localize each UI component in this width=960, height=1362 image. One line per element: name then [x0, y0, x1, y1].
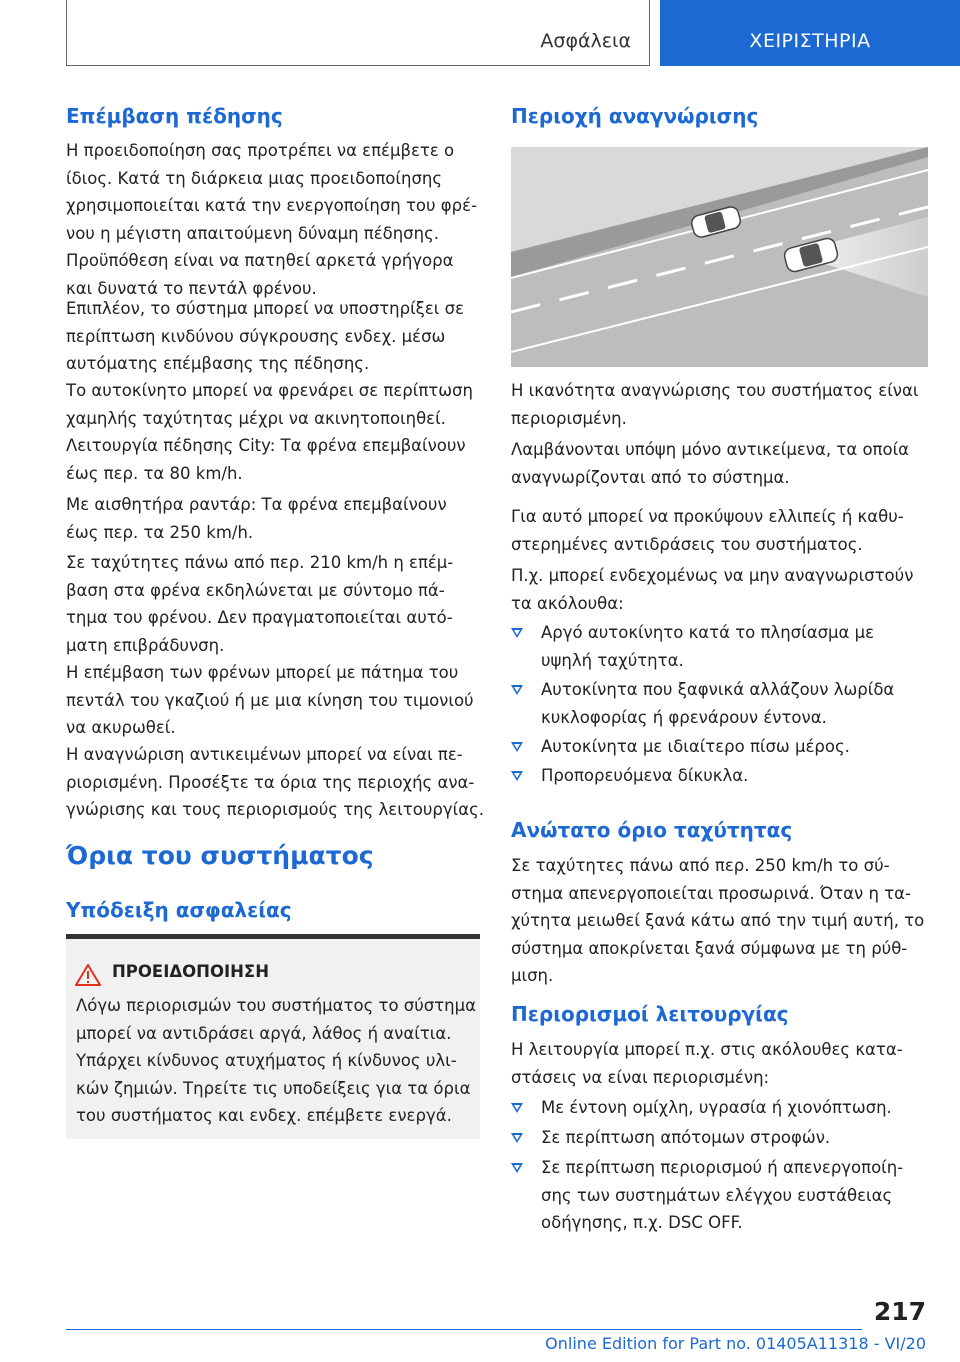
text-line: Η αναγνώριση αντικειμένων μπορεί να είναι πε‐	[66, 745, 463, 764]
bullet-triangle-icon	[511, 1103, 523, 1113]
footer-divider	[66, 1329, 862, 1330]
text-line: μιση.	[511, 966, 554, 985]
heading-safety-note: Υπόδειξη ασφαλείας	[66, 898, 292, 922]
page-header	[66, 0, 960, 66]
warning-title: ΠΡΟΕΙΔΟΠΟΙΗΣΗ	[112, 962, 269, 981]
text-line: Αργό αυτοκίνητο κατά το πλησίασμα με	[541, 623, 875, 642]
text-line: Σε περίπτωση απότομων στροφών.	[541, 1128, 831, 1147]
text-line: νου η μέγιστη απαιτούμενη δύναμη πέδησης.	[66, 223, 440, 243]
text-line: χαμηλής ταχύτητας μέχρι να ακινητοποιηθεί.	[66, 408, 446, 428]
paragraph-range-1	[511, 377, 918, 432]
heading-brake-intervention: Επέμβαση πέδησης	[66, 104, 283, 128]
text-line: Προϋπόθεση είναι να πατηθεί αρκετά γρήγορα	[66, 251, 454, 270]
text-line: να ακυρωθεί.	[66, 718, 176, 737]
paragraph-range-3	[511, 503, 904, 558]
text-line: Προπορευόμενα δίκυκλα.	[541, 766, 749, 785]
text-line: τα ακόλουθα:	[511, 593, 624, 613]
paragraph-functional	[511, 1036, 903, 1091]
text-line: Π.χ. μπορεί ενδεχομένως να μην αναγνωριστούν	[511, 566, 914, 585]
text-line: Σε περίπτωση περιορισμού ή απενεργοποίη‐	[541, 1158, 904, 1177]
text-line: έως περ. τα 80 km/h.	[66, 463, 243, 483]
text-line: υψηλή ταχύτητα.	[541, 650, 684, 670]
text-line: κών ζημιών. Τηρείτε τις υποδείξεις για τα όρια	[76, 1078, 471, 1098]
section-title: Ασφάλεια	[540, 30, 631, 52]
header-section	[66, 0, 650, 66]
text-line: ίδιος. Κατά τη διάρκεια μιας προειδοποίησης	[66, 168, 443, 188]
text-line: Η ικανότητα αναγνώρισης του συστήματος είναι	[511, 381, 919, 400]
text-line: βαση στα φρένα εκδηλώνεται με σύντομο πά‐	[66, 580, 445, 600]
page-number: 217	[873, 1297, 926, 1326]
paragraph-brake-3	[66, 377, 473, 432]
text-line: Η επέμβαση των φρένων μπορεί με πάτημα του	[66, 663, 459, 682]
paragraph-brake-city	[66, 432, 466, 487]
road-diagram	[511, 147, 928, 367]
text-line: Επιπλέον, το σύστημα μπορεί να υποστηρίξει σε	[66, 299, 464, 318]
detection-range-illustration	[511, 147, 928, 367]
text-line: Για αυτό μπορεί να προκύψουν ελλιπείς ή καθυ‐	[511, 507, 904, 526]
text-line: Σε ταχύτητες πάνω από περ. 210 km/h η επέμ‐	[66, 553, 454, 572]
text-line: στάσεις να είναι περιορισμένη:	[511, 1067, 770, 1087]
footer-edition: Online Edition for Part no. 01405A11318 - VI/20	[545, 1334, 926, 1353]
paragraph-radar	[66, 491, 447, 546]
text-line: Λειτουργία πέδησης City: Τα φρένα επεμβαίνουν	[66, 436, 466, 455]
bullet-triangle-icon	[511, 1133, 523, 1143]
text-line: ματη επιβράδυνση.	[66, 635, 225, 655]
text-line: στερημένες αντιδράσεις του συστήματος.	[511, 534, 863, 554]
paragraph-recognition-limits	[66, 741, 484, 824]
bullet-triangle-icon	[511, 628, 523, 638]
text-line: αναγνωρίζονται από το σύστημα.	[511, 467, 790, 487]
text-line: Το αυτοκίνητο μπορεί να φρενάρει σε περίπτωση	[66, 381, 473, 400]
text-line: μπορεί να αντιδράσει αργά, λάθος ή αναίτια.	[76, 1023, 452, 1043]
text-line: Με έντονη ομίχλη, υγρασία ή χιονόπτωση.	[541, 1098, 892, 1117]
paragraph-speed	[511, 852, 924, 990]
heading-speed-limit: Ανώτατο όριο ταχύτητας	[511, 818, 793, 842]
paragraph-range-2	[511, 436, 909, 491]
paragraph-brake-2	[66, 295, 464, 378]
paragraph-brake-1	[66, 137, 477, 302]
text-line: Αυτοκίνητα με ιδιαίτερο πίσω μέρος.	[541, 737, 850, 756]
text-line: χύτητα μειωθεί ξανά κάτω από την τιμή αυτή, το	[511, 911, 925, 930]
warning-triangle-icon	[75, 964, 101, 986]
text-line: ριορισμένη. Προσέξτε τα όρια της περιοχής ανα‐	[66, 772, 475, 792]
header-chapter-tab	[660, 0, 960, 66]
text-line: του συστήματος και ενδεχ. επέμβετε ενεργά.	[76, 1106, 452, 1125]
paragraph-range-4	[511, 562, 913, 617]
text-line: αυτόματης επέμβασης της πέδησης.	[66, 354, 370, 373]
heading-detection-range: Περιοχή αναγνώρισης	[511, 104, 759, 128]
text-line: Λόγω περιορισμών του συστήματος το σύστημα	[76, 996, 477, 1015]
heading-system-limits: Όρια του συστήματος	[66, 841, 374, 870]
chapter-title: ΧΕΙΡΙΣΤΗΡΙΑ	[749, 30, 871, 52]
text-line: σης των συστημάτων ελέγχου ευστάθειας	[541, 1185, 893, 1205]
text-line: σύστημα αποκρίνεται ξανά σύμφωνα με τη ρύθ‐	[511, 938, 908, 958]
text-line: πεντάλ του γκαζιού ή με μια κίνηση του τιμονιού	[66, 690, 474, 710]
text-line: γνώρισης και τους περιορισμούς της λειτουργίας.	[66, 800, 485, 819]
bullet-triangle-icon	[511, 742, 523, 752]
bullet-triangle-icon	[511, 771, 523, 781]
text-line: και δυνατά το πεντάλ φρένου.	[66, 278, 317, 298]
text-line: Υπάρχει κίνδυνος ατυχήματος ή κίνδυνος υλι‐	[76, 1051, 457, 1070]
text-line: οδήγησης, π.χ. DSC OFF.	[541, 1213, 743, 1232]
bullet-triangle-icon	[511, 685, 523, 695]
bullet-triangle-icon	[511, 1163, 523, 1173]
heading-functional-limits: Περιορισμοί λειτουργίας	[511, 1002, 789, 1026]
text-line: τημα του φρένου. Δεν πραγματοποιείται αυτό‐	[66, 608, 453, 627]
text-line: Σε ταχύτητες πάνω από περ. 250 km/h το σύ‐	[511, 856, 890, 875]
text-line: Η προειδοποίηση σας προτρέπει να επέμβετε ο	[66, 141, 455, 160]
text-line: Αυτοκίνητα που ξαφνικά αλλάζουν λωρίδα	[541, 680, 895, 699]
text-line: κυκλοφορίας ή φρενάρουν έντονα.	[541, 707, 827, 727]
text-line: περιορισμένη.	[511, 408, 627, 428]
text-line: έως περ. τα 250 km/h.	[66, 522, 254, 542]
text-line: Με αισθητήρα ραντάρ: Τα φρένα επεμβαίνουν	[66, 495, 447, 514]
warning-text	[76, 992, 476, 1130]
text-line: περίπτωση κινδύνου σύγκρουσης ενδεχ. μέσω	[66, 326, 446, 346]
paragraph-cancel	[66, 659, 474, 742]
paragraph-high-speed	[66, 549, 453, 659]
text-line: χρησιμοποιείται κατά την ενεργοποίηση του φρέ‐	[66, 196, 478, 215]
text-line: Λαμβάνονται υπόψη μόνο αντικείμενα, τα οποία	[511, 440, 910, 459]
text-line: στημα απενεργοποιείται προσωρινά. Όταν η τα‐	[511, 883, 911, 903]
text-line: Η λειτουργία μπορεί π.χ. στις ακόλουθες κατα‐	[511, 1040, 903, 1059]
